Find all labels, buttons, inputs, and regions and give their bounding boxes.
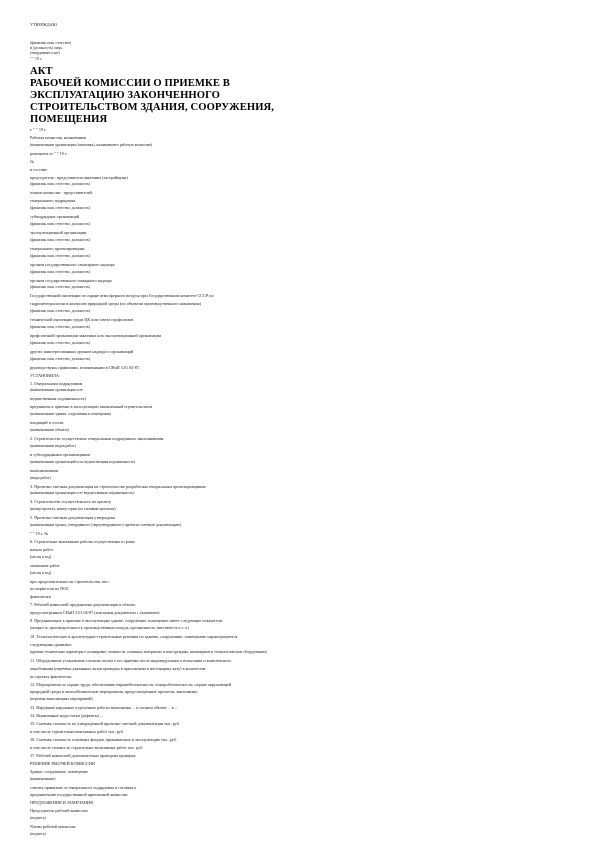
body-line: г. " " 19 г. [30, 127, 47, 132]
body-line: членов комиссии - представителей: [30, 190, 93, 196]
field-caption: (номер проекта, номер серии (по типовым проектам) [30, 507, 116, 512]
body-line: считать принятым от генерального подрядчика и готовым к [30, 784, 137, 790]
body-line: 13. Наружные наружные отделочные работы выполнены ... в полном объеме ... в ... [30, 705, 178, 711]
body-line: 11. Оборудование установлено согласно актам о его приемке после индивидуального испытания и комплексного [30, 657, 232, 663]
body-line: 7. Рабочей комиссией предъявлена документация в объеме, [30, 602, 136, 608]
field-caption: (наименование организаций и их ведомственная подчиненность) [30, 459, 135, 464]
body-line: 15. Сметная стоимость по утвержденной проектно-сметной документации тыс. руб. [30, 721, 180, 727]
body-line: 8. Предъявленное к приемке в эксплуатацию здание, сооружение, помещение имеет следующие показатели: [30, 618, 224, 624]
body-line: гидрометеорологии и контролю природной среды (по объектам производственного назначения) [30, 301, 201, 307]
body-line: по проекту фактически [30, 673, 72, 679]
body-line: ведомственная подчиненность) [30, 396, 86, 402]
body-line: ПРЕДЛОЖЕНИЯ И ЗАМЕЧАНИЯ [30, 800, 93, 806]
field-caption: (наименование объекта) [30, 428, 69, 432]
document-title: СТРОИТЕЛЬСТВОМ ЗДАНИЯ, СООРУЖЕНИЯ, [30, 102, 275, 113]
body-line: УСТАНОВИЛА: [30, 372, 61, 378]
document-title: ПОМЕЩЕНИЯ [30, 114, 108, 125]
body-line: 17. Рабочей комиссией дополнительно проведена проверка: [30, 752, 137, 758]
body-line: предусмотренном СНиП 3.01.04-87 (или иным документом с указанием) [30, 610, 160, 616]
field-caption: (фамилия, имя, отчество, должность) [30, 182, 91, 187]
field-caption: (месяц и год) [30, 554, 52, 559]
field-caption: (наименование видов работ) [30, 443, 76, 448]
field-caption: (виды работ) [30, 475, 51, 480]
body-line: № [30, 158, 34, 164]
field-caption: (фамилия, имя, отчество, должность) [30, 253, 91, 258]
body-line: других заинтересованных органов надзора и организаций [30, 348, 134, 354]
body-line: 6. Строительно-монтажные работы осуществлены в сроки: [30, 538, 136, 544]
body-line: 1. Генеральным подрядчиком [30, 380, 83, 386]
signer-caption: утвердившего акт) [30, 51, 60, 55]
approval-date: " " 19 г. [30, 57, 42, 61]
body-line: Рабочая комиссия, назначенная [30, 134, 86, 140]
body-line: эксплуатационной организации [30, 230, 87, 235]
field-caption: (фамилия, имя, отчество, должность) [30, 237, 91, 242]
field-caption: (перечень выполненных мероприятий) [30, 697, 93, 702]
body-line: субподрядных организаций [30, 214, 80, 220]
body-line: председателя - представителя заказчика (застройщика) [30, 174, 128, 180]
field-caption: (подпись) [30, 816, 46, 821]
field-caption: (фамилия, имя, отчество, должность) [30, 356, 91, 361]
field-caption: (подпись) [30, 832, 46, 836]
body-line: генерального подрядчика [30, 198, 76, 204]
body-line: руководствуясь правилами, изложенными в СНиП 3.01.04-87, [30, 364, 140, 370]
body-line: технической инспекции труда ЦК или совета профсоюзов [30, 317, 134, 323]
body-line: 10. Технологические и архитектурно-строительные решения по зданию, сооружению, помещению характеризуются [30, 634, 238, 639]
body-line: Председатель рабочей комиссии [30, 808, 88, 814]
signer-caption: и (должность) лица, [30, 46, 63, 50]
body-line: 12. Мероприятия по охране труда, обеспечению взрывобезопасности, пожаробезопасности, охране окружающей [30, 681, 232, 687]
field-caption: (фамилия, имя, отчество, должность) [30, 285, 91, 290]
field-caption: (краткие технические параметры о планировке, этажности, основных материалах и конструкциях, инженерном и технологическом оборудовании) [30, 649, 267, 654]
field-caption: (наименование здания, сооружения и помещения) [30, 412, 111, 417]
body-line: выполнившими [30, 467, 58, 473]
body-line: Здание, сооружение, помещение [30, 768, 88, 774]
document-title: ЭКСПЛУАТАЦИЮ ЗАКОНЧЕННОГО [30, 90, 221, 101]
body-line: 14. Выявленные недостатки (дефекты) ... [30, 713, 104, 719]
field-caption: (наименование организации и ее [30, 388, 83, 393]
body-line: органов государственного пожарного надзора [30, 277, 112, 283]
body-line: начало работ [30, 546, 54, 552]
field-caption: (наименование органа, утвердившего (переутвердившего) проектно-сметную документацию) [30, 523, 182, 528]
body-line: природной среды и антисейсмические мероприятия, предусмотренные проектом, выполнены: [30, 689, 199, 695]
body-line: 2. Строительство осуществлено генеральным подрядчиком, выполнившим [30, 435, 164, 441]
field-caption: (наименование организации и ее ведомственная подчиненность) [30, 491, 135, 496]
field-caption: (фамилия, имя, отчество, должность) [30, 325, 91, 329]
body-line: по норме или по ПОС [30, 586, 70, 592]
body-line: окончание работ [30, 562, 60, 568]
body-line: 3. Проектно-сметная документация на строительство разработана генеральным проектировщиком [30, 483, 206, 489]
field-caption: (фамилия, имя, отчество, должность) [30, 222, 91, 227]
body-line: 16. Сметная стоимость основных фондов, принимаемых в эксплуатацию тыс. руб. [30, 736, 177, 742]
body-line: фактически [30, 594, 51, 600]
field-caption: (фамилия, имя, отчество, должность) [30, 309, 91, 314]
field-caption: (наименование организации (заказчика), назначившего рабочую комиссию) [30, 142, 153, 147]
body-line: генерального проектировщика [30, 245, 85, 251]
body-line: в составе: [30, 166, 48, 172]
body-line: в том числе стоимость строительно-монтажных работ тыс. руб. [30, 744, 144, 750]
body-line: следующими данными: [30, 641, 72, 647]
body-line: решением от " " 19 г. [30, 150, 68, 156]
body-line: Государственной инспекции по охране атмосферного воздуха при Государственном комитете СССР по [30, 293, 214, 299]
body-line: предъявлен к приемке в эксплуатацию законченный строительством [30, 404, 153, 410]
body-line: предъявлению государственной приемочной комиссии [30, 792, 128, 798]
field-caption: (фамилия, имя, отчество, должность) [30, 269, 91, 274]
field-caption: (фамилия, имя, отчество, должность) [30, 340, 91, 345]
body-line: РЕШЕНИЕ РАБОЧЕЙ КОМИССИИ [30, 760, 95, 766]
field-caption: (наименование) [30, 776, 56, 781]
body-line: " " 19 г. № [30, 531, 49, 536]
body-line: опробования (перечень указанных актов приведен в приложении к настоящему акту) в количестве: [30, 665, 207, 671]
body-line: 5. Проектно-сметная документация утверждена [30, 515, 116, 521]
document-title: АКТ [30, 66, 53, 77]
body-line: 4. Строительство осуществлялось по проекту [30, 499, 112, 505]
body-line: при продолжительности строительства, мес.: [30, 578, 111, 584]
body-line: профсоюзной организации заказчика или эксплуатационной организации [30, 333, 162, 338]
body-line: и субподрядными организациями [30, 451, 90, 457]
field-caption: (месяц и год) [30, 570, 52, 575]
document-title: РАБОЧЕЙ КОМИССИИ О ПРИЕМКЕ В [30, 78, 230, 89]
body-line: Члены рабочей комиссии: [30, 824, 77, 830]
field-caption: (фамилия, имя, отчество, должность) [30, 206, 91, 211]
body-line: органов государственного санитарного надзора [30, 261, 115, 267]
field-caption: (мощность, производительность, производственная площадь, протяженность, вместимость и т. п.) [30, 626, 190, 630]
signer-caption: (фамилия, имя, отчество) [30, 41, 71, 45]
approved-label: УТВЕРЖДАЮ [30, 22, 57, 27]
body-line: в том числе строительно-монтажных работ тыс. руб. [30, 729, 124, 734]
body-line: входящий в состав [30, 420, 64, 426]
